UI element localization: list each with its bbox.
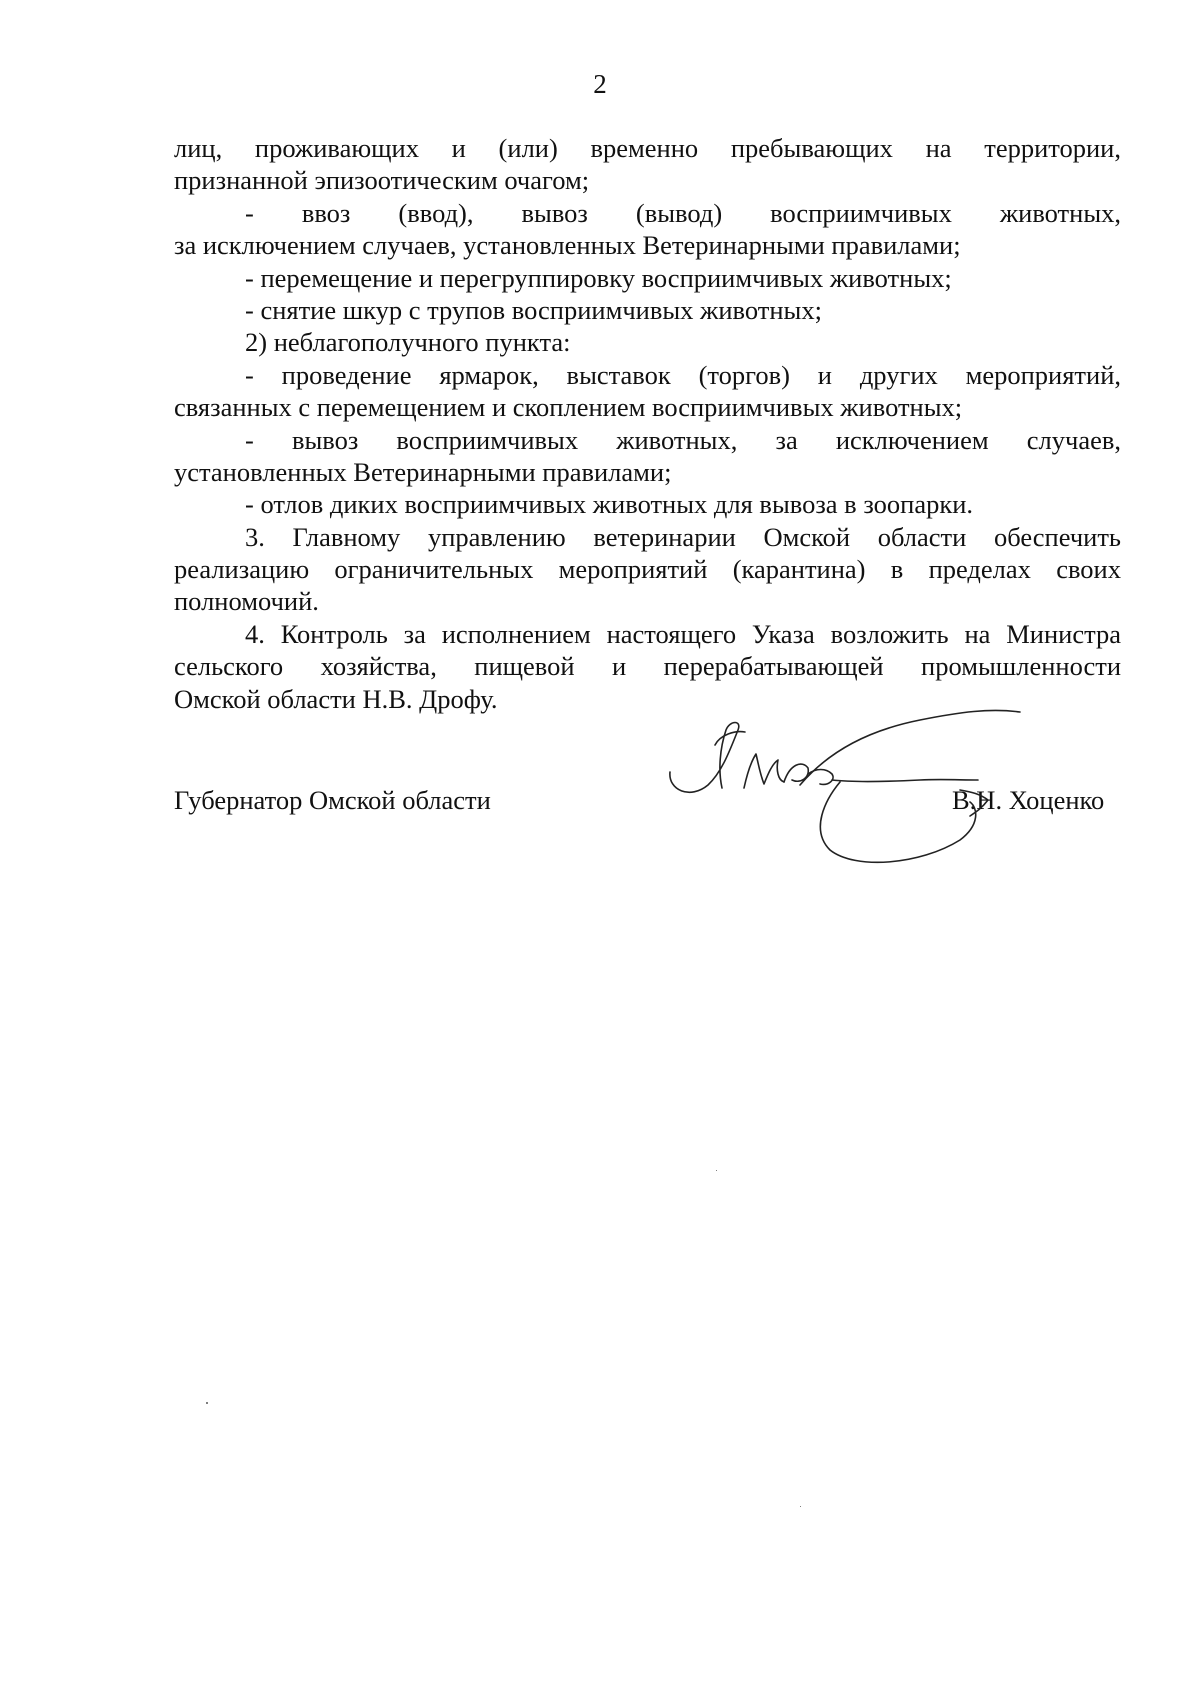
text-line: - проведение ярмарок, выставок (торгов) и других мероприятий, (245, 359, 1121, 390)
scan-speck (800, 1506, 801, 1507)
scan-speck (206, 1402, 208, 1404)
text-line: Омской области Н.В. Дрофу. (174, 683, 498, 714)
page-number: 2 (593, 69, 607, 99)
handwritten-signature (660, 690, 1060, 870)
text-line: 2) неблагополучного пункта: (245, 327, 571, 358)
text-line: - снятие шкур с трупов восприимчивых животных; (245, 294, 822, 325)
text-line: - перемещение и перегруппировку восприимчивых животных; (245, 262, 952, 293)
text-line: установленных Ветеринарными правилами; (174, 456, 672, 487)
signatory-title: Губернатор Омской области (174, 785, 491, 815)
text-line: признанной эпизоотическим очагом; (174, 165, 590, 196)
document-body (174, 132, 1121, 715)
text-line: лиц, проживающих и (или) временно пребывающих на территории, (174, 133, 1121, 163)
text-line: - ввоз (ввод), вывоз (вывод) восприимчивых животных, (245, 197, 1121, 228)
text-line: - отлов диких восприимчивых животных для вывоза в зоопарки. (245, 489, 974, 520)
text-line: - вывоз восприимчивых животных, за исключением случаев, (245, 424, 1121, 455)
text-line: полномочий. (174, 586, 319, 617)
signatory-name: В.Н. Хоценко (952, 785, 1105, 815)
text-line: связанных с перемещением и скоплением восприимчивых животных; (174, 392, 963, 423)
text-line: 3. Главному управлению ветеринарии Омской области обеспечить (245, 521, 1121, 552)
text-line: за исключением случаев, установленных Ветеринарными правилами; (174, 230, 961, 261)
text-line: сельского хозяйства, пищевой и перерабатывающей промышленности (174, 651, 1121, 682)
text-line: реализацию ограничительных мероприятий (карантина) в пределах своих (174, 554, 1121, 585)
scan-speck (716, 1170, 717, 1171)
text-line: 4. Контроль за исполнением настоящего Указа возложить на Министра (245, 618, 1121, 649)
